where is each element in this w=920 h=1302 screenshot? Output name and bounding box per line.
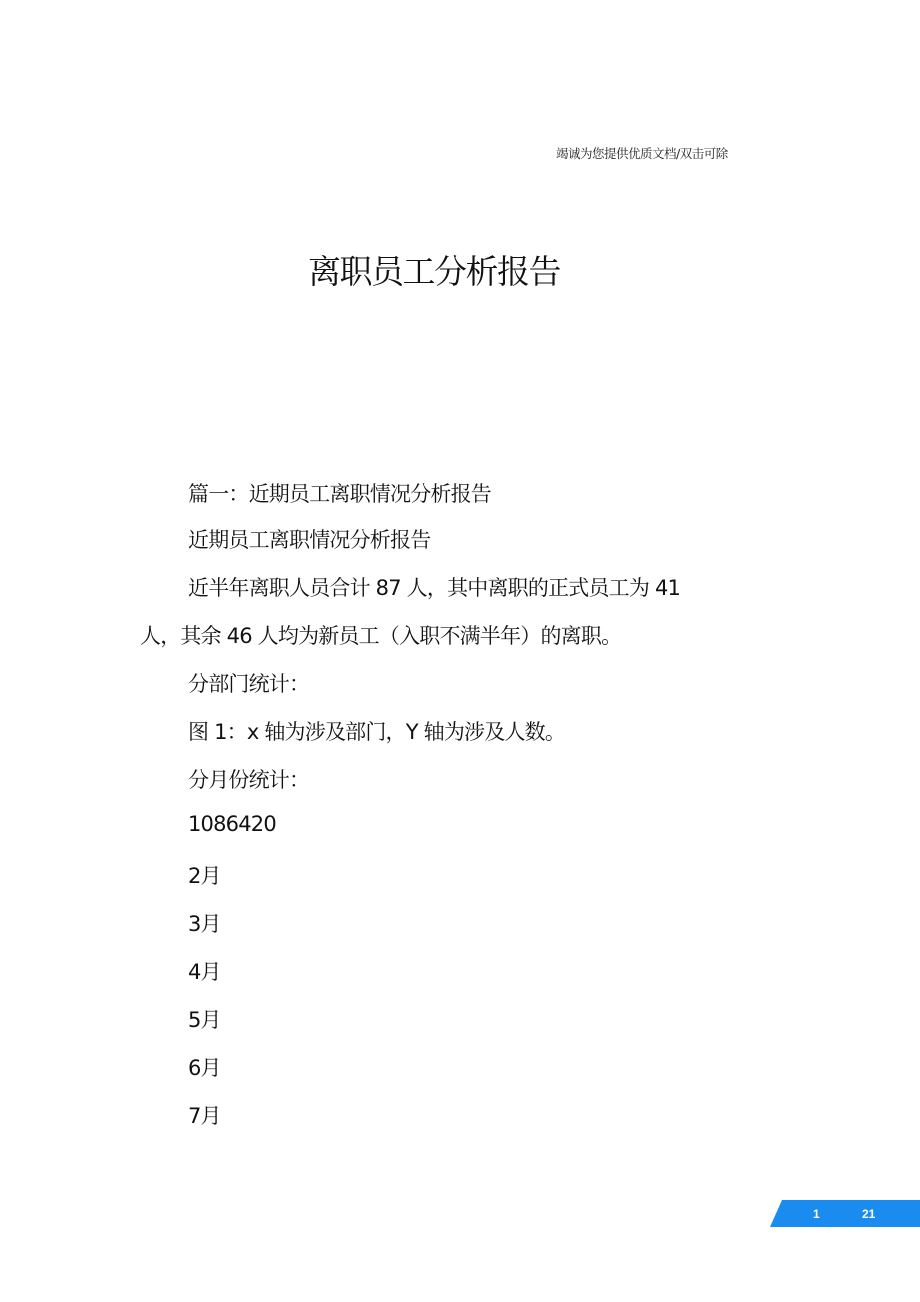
month-label: 5月 bbox=[188, 1008, 221, 1032]
document-title: 离职员工分析报告 bbox=[308, 252, 560, 291]
axis-values-line: 1086420 bbox=[188, 812, 276, 836]
month-label: 2月 bbox=[188, 864, 221, 888]
section-subtitle: 近期员工离职情况分析报告 bbox=[188, 528, 431, 552]
paragraph-line: 人，其余 46 人均为新员工（入职不满半年）的离职。 bbox=[140, 624, 622, 648]
page-footer bbox=[770, 1200, 920, 1227]
paragraph-line: 分月份统计： bbox=[188, 768, 310, 792]
paragraph-line: 近半年离职人员合计 87 人，其中离职的正式员工为 41 bbox=[188, 576, 681, 600]
month-label: 3月 bbox=[188, 912, 221, 936]
month-label: 6月 bbox=[188, 1056, 221, 1080]
header-note: 竭诚为您提供优质文档/双击可除 bbox=[556, 146, 728, 161]
paragraph-line: 分部门统计： bbox=[188, 672, 310, 696]
figure-caption: 图 1：x 轴为涉及部门，Y 轴为涉及人数。 bbox=[188, 720, 566, 744]
page-number-total: 21 bbox=[862, 1207, 876, 1221]
month-label: 7月 bbox=[188, 1104, 221, 1128]
page-number-current: 1 bbox=[813, 1207, 820, 1221]
footer-banner bbox=[770, 1200, 920, 1227]
section-heading: 篇一：近期员工离职情况分析报告 bbox=[188, 482, 491, 506]
month-label: 4月 bbox=[188, 960, 221, 984]
